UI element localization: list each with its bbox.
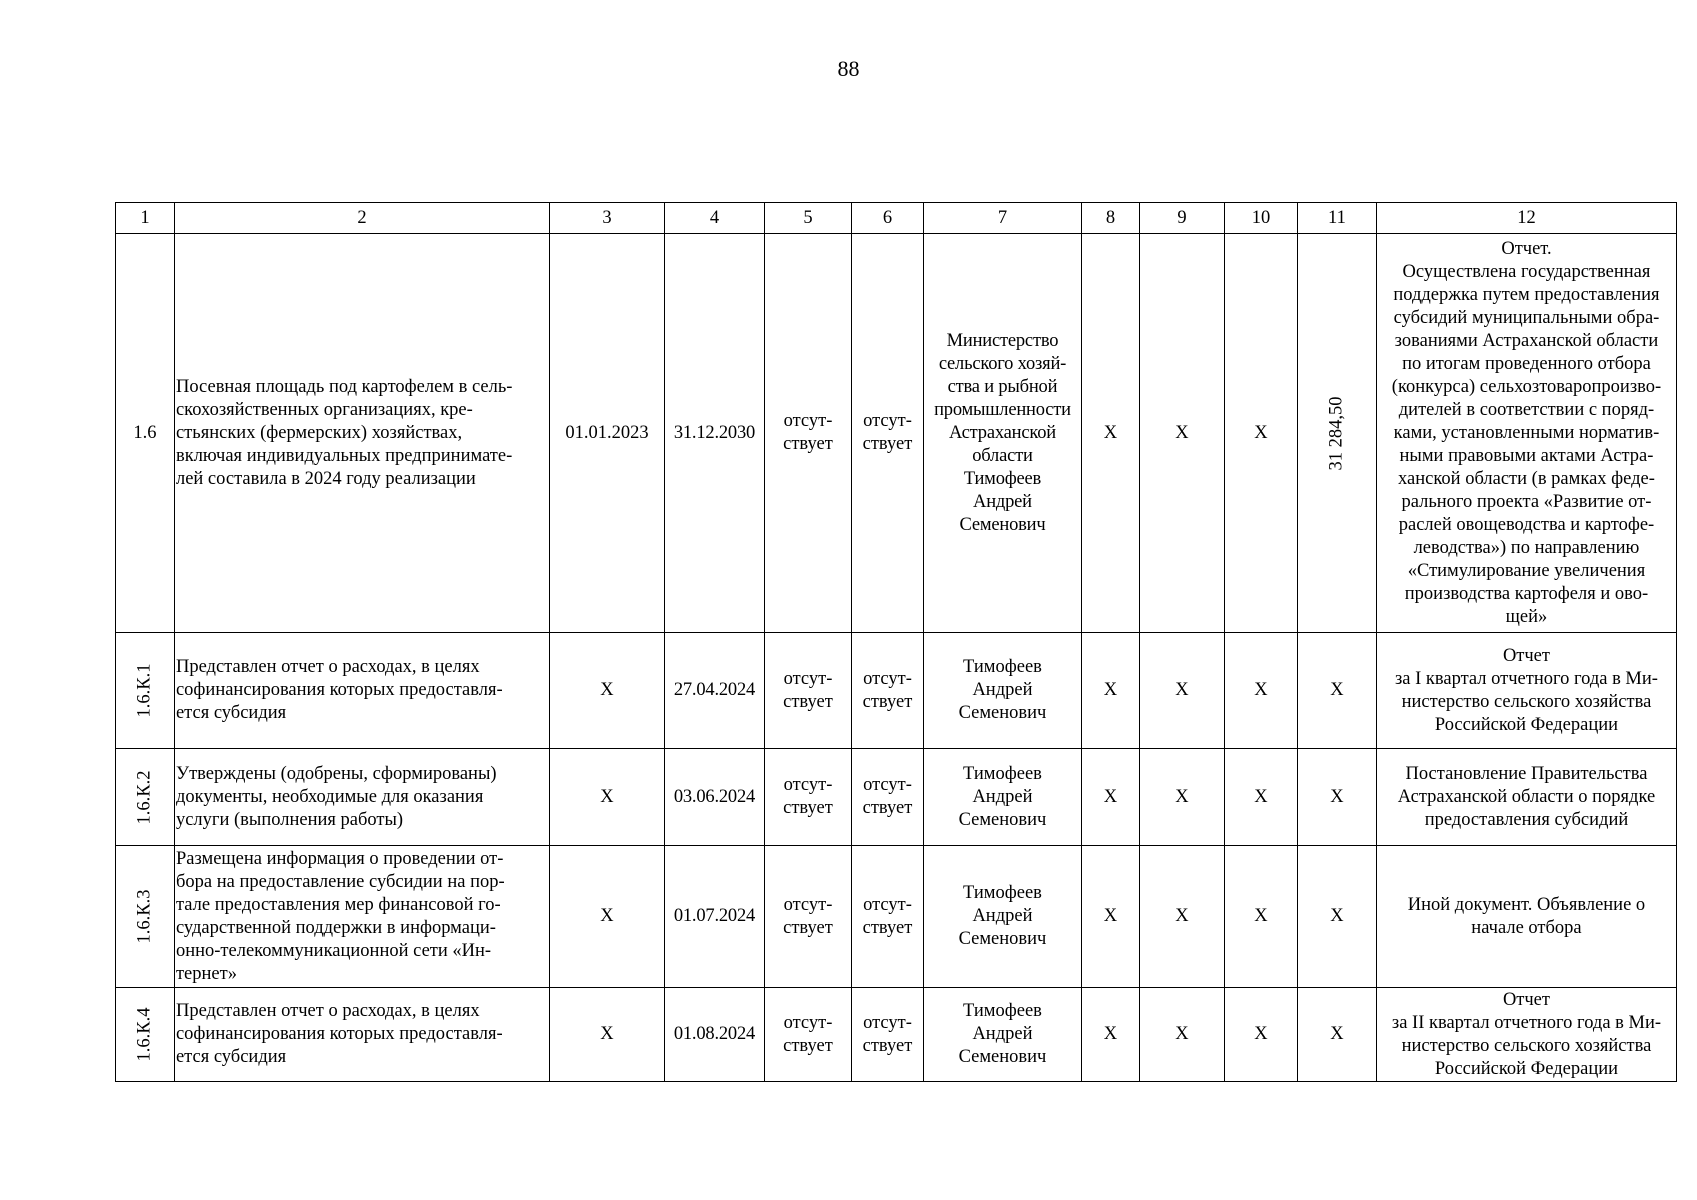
row-col10: X xyxy=(1224,234,1297,633)
row-start-date: X xyxy=(549,846,664,988)
row-id: 1.6 xyxy=(116,234,175,633)
row-document: Отчет за II квартал отчетного года в Ми- нистерство сельского хозяйства Российской Федерации xyxy=(1376,988,1676,1082)
table-row xyxy=(116,846,1677,988)
row-col8: X xyxy=(1081,234,1139,633)
row-start-date: X xyxy=(549,633,664,749)
row-col9: X xyxy=(1139,988,1224,1082)
row-start-date: X xyxy=(549,988,664,1082)
row-responsible: Тимофеев Андрей Семенович xyxy=(923,846,1081,988)
row-description: Представлен отчет о расходах, в целях софинансирования которых предоставля- ется субсидия xyxy=(174,633,549,749)
row-col9: X xyxy=(1139,749,1224,846)
header-cell: 7 xyxy=(923,203,1081,234)
row-description: Размещена информация о проведении от- бора на предоставление субсидии на пор- тале предоставления мер финансовой го- сударственной поддержки в информаци- онно-телекоммуникационной сети «Ин- тернет» xyxy=(174,846,549,988)
row-col8: X xyxy=(1081,633,1139,749)
table-row xyxy=(116,988,1677,1082)
row-col9: X xyxy=(1139,234,1224,633)
header-cell: 3 xyxy=(549,203,664,234)
table-row xyxy=(116,633,1677,749)
row-id xyxy=(116,749,175,846)
header-cell: 11 xyxy=(1297,203,1376,234)
row-col9: X xyxy=(1139,633,1224,749)
row-col11: X xyxy=(1297,633,1376,749)
row-responsible: Тимофеев Андрей Семенович xyxy=(923,749,1081,846)
row-document: Отчет за I квартал отчетного года в Ми- нистерство сельского хозяйства Российской Федерации xyxy=(1376,633,1676,749)
report-table xyxy=(115,202,1677,1082)
row-col11 xyxy=(1297,234,1376,633)
row-start-date: X xyxy=(549,749,664,846)
row-col10: X xyxy=(1224,749,1297,846)
row-end-date: 31.12.2030 xyxy=(664,234,764,633)
row-id-value: 1.6.К.2 xyxy=(134,770,155,824)
header-row xyxy=(116,203,1677,234)
row-document: Отчет. Осуществлена государственная поддержка путем предоставления субсидий муниципальными обра- зованиями Астраханской области по итогам проведенного отбора (конкурса) сельхозтоваропроизво- дителей в соответствии с поряд- ками, установленными норматив- ными правовыми актами Астра- ханской области (в рамках феде- рального проекта «Развитие от- раслей овощеводства и картофе- леводства») по направлению «Стимулирование увеличения производства картофеля и ово- щей» xyxy=(1376,234,1676,633)
header-cell: 2 xyxy=(174,203,549,234)
row-end-date: 27.04.2024 xyxy=(664,633,764,749)
row-col6: отсут- ствует xyxy=(851,633,923,749)
row-id-value: 1.6.К.1 xyxy=(134,663,155,718)
header-cell: 9 xyxy=(1139,203,1224,234)
row-col5: отсут- ствует xyxy=(764,749,851,846)
row-document: Постановление Правительства Астраханской области о порядке предоставления субсидий xyxy=(1376,749,1676,846)
row-id xyxy=(116,846,175,988)
row-start-date: 01.01.2023 xyxy=(549,234,664,633)
row-description: Утверждены (одобрены, сформированы) документы, необходимые для оказания услуги (выполнения работы) xyxy=(174,749,549,846)
header-cell: 4 xyxy=(664,203,764,234)
row-col5: отсут- ствует xyxy=(764,234,851,633)
header-cell: 10 xyxy=(1224,203,1297,234)
row-id-value: 1.6.К.4 xyxy=(134,1007,155,1062)
header-cell: 12 xyxy=(1376,203,1676,234)
row-col8: X xyxy=(1081,749,1139,846)
row-description: Представлен отчет о расходах, в целях софинансирования которых предоставля- ется субсидия xyxy=(174,988,549,1082)
row-col11: X xyxy=(1297,988,1376,1082)
page-number: 88 xyxy=(837,56,860,81)
row-id xyxy=(116,633,175,749)
row-end-date: 01.07.2024 xyxy=(664,846,764,988)
row-col6: отсут- ствует xyxy=(851,749,923,846)
header-cell: 6 xyxy=(851,203,923,234)
row-col8: X xyxy=(1081,988,1139,1082)
row-col5: отсут- ствует xyxy=(764,633,851,749)
row-col11: X xyxy=(1297,749,1376,846)
row-responsible: Министерство сельского хозяй- ства и рыбной промышленности Астраханской области Тимофеев Андрей Семенович xyxy=(923,234,1081,633)
row-col8: X xyxy=(1081,846,1139,988)
row-description: Посевная площадь под картофелем в сель- скохозяйственных организациях, кре- стьянских (фермерских) хозяйствах, включая индивидуальных предпринимате- лей составила в 2024 году реализации xyxy=(174,234,549,633)
row-id xyxy=(116,988,175,1082)
row-col6: отсут- ствует xyxy=(851,846,923,988)
row-col10: X xyxy=(1224,846,1297,988)
row-col6: отсут- ствует xyxy=(851,234,923,633)
row-col11: X xyxy=(1297,846,1376,988)
row-col10: X xyxy=(1224,633,1297,749)
row-col9: X xyxy=(1139,846,1224,988)
header-cell: 5 xyxy=(764,203,851,234)
row-col5: отсут- ствует xyxy=(764,988,851,1082)
header-cell: 1 xyxy=(116,203,175,234)
row-col11-value: 31 284,50 xyxy=(1326,396,1347,470)
row-id-value: 1.6.К.3 xyxy=(134,889,155,944)
row-responsible: Тимофеев Андрей Семенович xyxy=(923,633,1081,749)
row-col10: X xyxy=(1224,988,1297,1082)
row-end-date: 01.08.2024 xyxy=(664,988,764,1082)
row-col5: отсут- ствует xyxy=(764,846,851,988)
table-row xyxy=(116,749,1677,846)
row-responsible: Тимофеев Андрей Семенович xyxy=(923,988,1081,1082)
row-end-date: 03.06.2024 xyxy=(664,749,764,846)
row-document: Иной документ. Объявление о начале отбора xyxy=(1376,846,1676,988)
row-col6: отсут- ствует xyxy=(851,988,923,1082)
header-cell: 8 xyxy=(1081,203,1139,234)
table-row xyxy=(116,234,1677,633)
